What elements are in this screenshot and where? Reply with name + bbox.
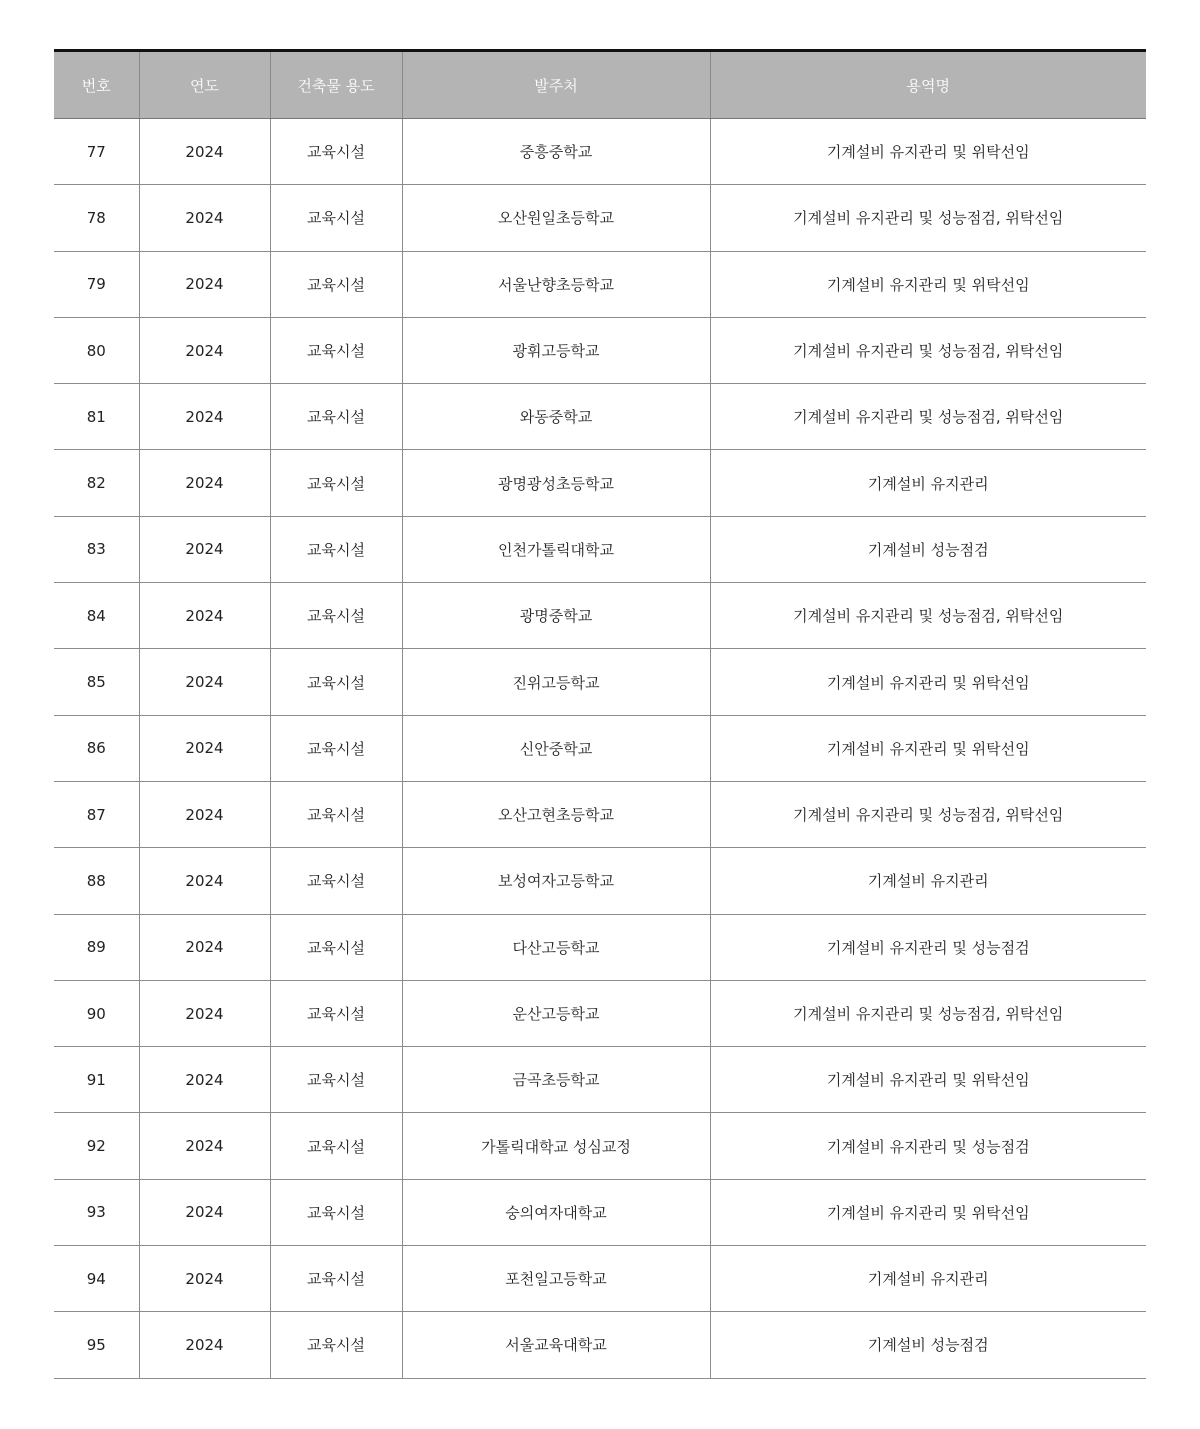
cell-number: 77: [54, 119, 139, 185]
cell-service-name: 기계설비 유지관리: [710, 848, 1146, 914]
cell-number: 90: [54, 980, 139, 1046]
cell-client: 진위고등학교: [402, 649, 710, 715]
cell-service-name: 기계설비 유지관리 및 성능점검, 위탁선임: [710, 384, 1146, 450]
table-row: [54, 848, 1146, 914]
project-table-container: [54, 49, 1146, 1379]
cell-service-name: 기계설비 유지관리 및 성능점검, 위탁선임: [710, 583, 1146, 649]
cell-year: 2024: [139, 1312, 270, 1378]
cell-number: 86: [54, 715, 139, 781]
table-row: [54, 450, 1146, 516]
cell-year: 2024: [139, 251, 270, 317]
cell-year: 2024: [139, 649, 270, 715]
header-number: 번호: [54, 51, 139, 119]
cell-service-name: 기계설비 유지관리 및 성능점검, 위탁선임: [710, 185, 1146, 251]
table-row: [54, 1312, 1146, 1378]
table-row: [54, 583, 1146, 649]
cell-number: 94: [54, 1246, 139, 1312]
cell-service-name: 기계설비 유지관리 및 성능점검, 위탁선임: [710, 781, 1146, 847]
header-building-use: 건축물 용도: [270, 51, 402, 119]
cell-number: 83: [54, 516, 139, 582]
cell-service-name: 기계설비 유지관리 및 성능점검, 위탁선임: [710, 980, 1146, 1046]
cell-number: 91: [54, 1047, 139, 1113]
cell-number: 89: [54, 914, 139, 980]
cell-client: 광명중학교: [402, 583, 710, 649]
cell-building-use: 교육시설: [270, 848, 402, 914]
cell-service-name: 기계설비 유지관리 및 위탁선임: [710, 119, 1146, 185]
cell-year: 2024: [139, 583, 270, 649]
cell-building-use: 교육시설: [270, 1179, 402, 1245]
cell-year: 2024: [139, 450, 270, 516]
cell-year: 2024: [139, 1246, 270, 1312]
table-row: [54, 516, 1146, 582]
table-row: [54, 1113, 1146, 1179]
cell-number: 78: [54, 185, 139, 251]
header-row: [54, 51, 1146, 119]
cell-client: 광휘고등학교: [402, 317, 710, 383]
cell-year: 2024: [139, 317, 270, 383]
cell-year: 2024: [139, 119, 270, 185]
cell-number: 84: [54, 583, 139, 649]
cell-service-name: 기계설비 유지관리 및 성능점검: [710, 1113, 1146, 1179]
cell-building-use: 교육시설: [270, 1047, 402, 1113]
table-row: [54, 317, 1146, 383]
cell-building-use: 교육시설: [270, 251, 402, 317]
cell-year: 2024: [139, 914, 270, 980]
table-row: [54, 119, 1146, 185]
cell-number: 82: [54, 450, 139, 516]
table-row: [54, 1246, 1146, 1312]
table-row: [54, 914, 1146, 980]
cell-number: 92: [54, 1113, 139, 1179]
cell-client: 보성여자고등학교: [402, 848, 710, 914]
cell-number: 81: [54, 384, 139, 450]
cell-client: 금곡초등학교: [402, 1047, 710, 1113]
cell-building-use: 교육시설: [270, 119, 402, 185]
table-row: [54, 649, 1146, 715]
cell-client: 오산원일초등학교: [402, 185, 710, 251]
cell-service-name: 기계설비 유지관리 및 성능점검, 위탁선임: [710, 317, 1146, 383]
cell-service-name: 기계설비 성능점검: [710, 1312, 1146, 1378]
table-row: [54, 980, 1146, 1046]
cell-building-use: 교육시설: [270, 583, 402, 649]
cell-building-use: 교육시설: [270, 715, 402, 781]
table-row: [54, 715, 1146, 781]
cell-service-name: 기계설비 유지관리 및 성능점검: [710, 914, 1146, 980]
cell-number: 88: [54, 848, 139, 914]
cell-client: 오산고현초등학교: [402, 781, 710, 847]
header-client: 발주처: [402, 51, 710, 119]
cell-service-name: 기계설비 유지관리 및 위탁선임: [710, 251, 1146, 317]
cell-year: 2024: [139, 516, 270, 582]
cell-year: 2024: [139, 1113, 270, 1179]
cell-service-name: 기계설비 유지관리 및 위탁선임: [710, 715, 1146, 781]
cell-service-name: 기계설비 유지관리 및 위탁선임: [710, 1179, 1146, 1245]
cell-client: 중흥중학교: [402, 119, 710, 185]
cell-year: 2024: [139, 980, 270, 1046]
cell-year: 2024: [139, 1179, 270, 1245]
cell-building-use: 교육시설: [270, 1312, 402, 1378]
cell-client: 와동중학교: [402, 384, 710, 450]
cell-service-name: 기계설비 유지관리: [710, 1246, 1146, 1312]
cell-building-use: 교육시설: [270, 185, 402, 251]
cell-year: 2024: [139, 185, 270, 251]
cell-building-use: 교육시설: [270, 1246, 402, 1312]
cell-client: 가톨릭대학교 성심교정: [402, 1113, 710, 1179]
cell-building-use: 교육시설: [270, 781, 402, 847]
table-row: [54, 1047, 1146, 1113]
cell-service-name: 기계설비 유지관리 및 위탁선임: [710, 1047, 1146, 1113]
cell-client: 숭의여자대학교: [402, 1179, 710, 1245]
cell-number: 85: [54, 649, 139, 715]
table-body: [54, 119, 1146, 1379]
table-row: [54, 185, 1146, 251]
table-row: [54, 251, 1146, 317]
cell-building-use: 교육시설: [270, 914, 402, 980]
table-row: [54, 1179, 1146, 1245]
cell-client: 인천가톨릭대학교: [402, 516, 710, 582]
cell-building-use: 교육시설: [270, 516, 402, 582]
cell-client: 신안중학교: [402, 715, 710, 781]
table-header: [54, 51, 1146, 119]
cell-number: 79: [54, 251, 139, 317]
cell-building-use: 교육시설: [270, 1113, 402, 1179]
cell-service-name: 기계설비 유지관리 및 위탁선임: [710, 649, 1146, 715]
header-year: 연도: [139, 51, 270, 119]
table-row: [54, 781, 1146, 847]
cell-year: 2024: [139, 715, 270, 781]
cell-building-use: 교육시설: [270, 980, 402, 1046]
table-row: [54, 384, 1146, 450]
cell-year: 2024: [139, 1047, 270, 1113]
project-history-table: [54, 49, 1146, 1379]
cell-number: 80: [54, 317, 139, 383]
cell-client: 서울교육대학교: [402, 1312, 710, 1378]
cell-client: 운산고등학교: [402, 980, 710, 1046]
cell-client: 포천일고등학교: [402, 1246, 710, 1312]
cell-service-name: 기계설비 성능점검: [710, 516, 1146, 582]
cell-client: 다산고등학교: [402, 914, 710, 980]
cell-building-use: 교육시설: [270, 384, 402, 450]
cell-building-use: 교육시설: [270, 649, 402, 715]
cell-building-use: 교육시설: [270, 317, 402, 383]
cell-client: 서울난향초등학교: [402, 251, 710, 317]
cell-year: 2024: [139, 848, 270, 914]
cell-client: 광명광성초등학교: [402, 450, 710, 516]
header-service-name: 용역명: [710, 51, 1146, 119]
cell-number: 95: [54, 1312, 139, 1378]
cell-year: 2024: [139, 384, 270, 450]
cell-number: 87: [54, 781, 139, 847]
cell-service-name: 기계설비 유지관리: [710, 450, 1146, 516]
cell-number: 93: [54, 1179, 139, 1245]
cell-building-use: 교육시설: [270, 450, 402, 516]
cell-year: 2024: [139, 781, 270, 847]
